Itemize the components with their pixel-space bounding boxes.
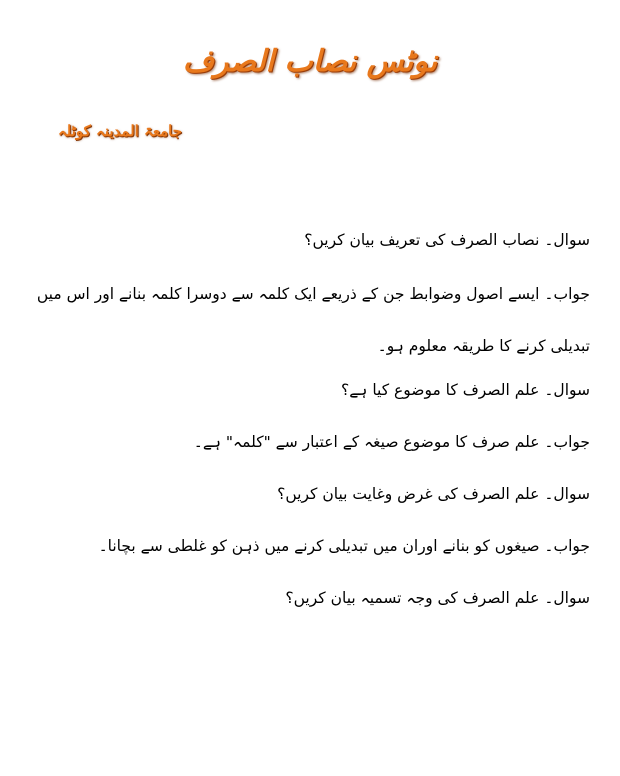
answer-paragraph: جواب۔ صیغوں کو بنانے اوران میں تبدیلی کرنے میں ذہن کو غلطی سے بچانا۔ bbox=[98, 537, 590, 555]
question-paragraph: سوال۔ علم الصرف کا موضوع کیا ہے؟ bbox=[341, 381, 590, 399]
question-paragraph: سوال۔ نصاب الصرف کی تعریف بیان کریں؟ bbox=[304, 231, 590, 249]
qa-content bbox=[25, 224, 590, 634]
document-title: نوٹس نصاب الصرف bbox=[182, 44, 438, 79]
answer-paragraph: جواب۔ علم صرف کا موضوع صیغہ کے اعتبار سے "کلمہ" ہے۔ bbox=[193, 433, 590, 451]
question-paragraph: سوال۔ علم الصرف کی وجہ تسمیہ بیان کریں؟ bbox=[285, 589, 590, 607]
question-paragraph: سوال۔ علم الصرف کی غرض وغایت بیان کریں؟ bbox=[277, 485, 590, 503]
institution-name: جامعۃ المدینہ کوٹلہ bbox=[58, 122, 182, 140]
answer-paragraph: جواب۔ ایسے اصول وضوابط جن کے ذریعے ایک کلمہ سے دوسرا کلمہ بنانے اور اس میں تبدیلی کرنے کا طریقہ معلوم ہو۔ bbox=[36, 285, 590, 355]
